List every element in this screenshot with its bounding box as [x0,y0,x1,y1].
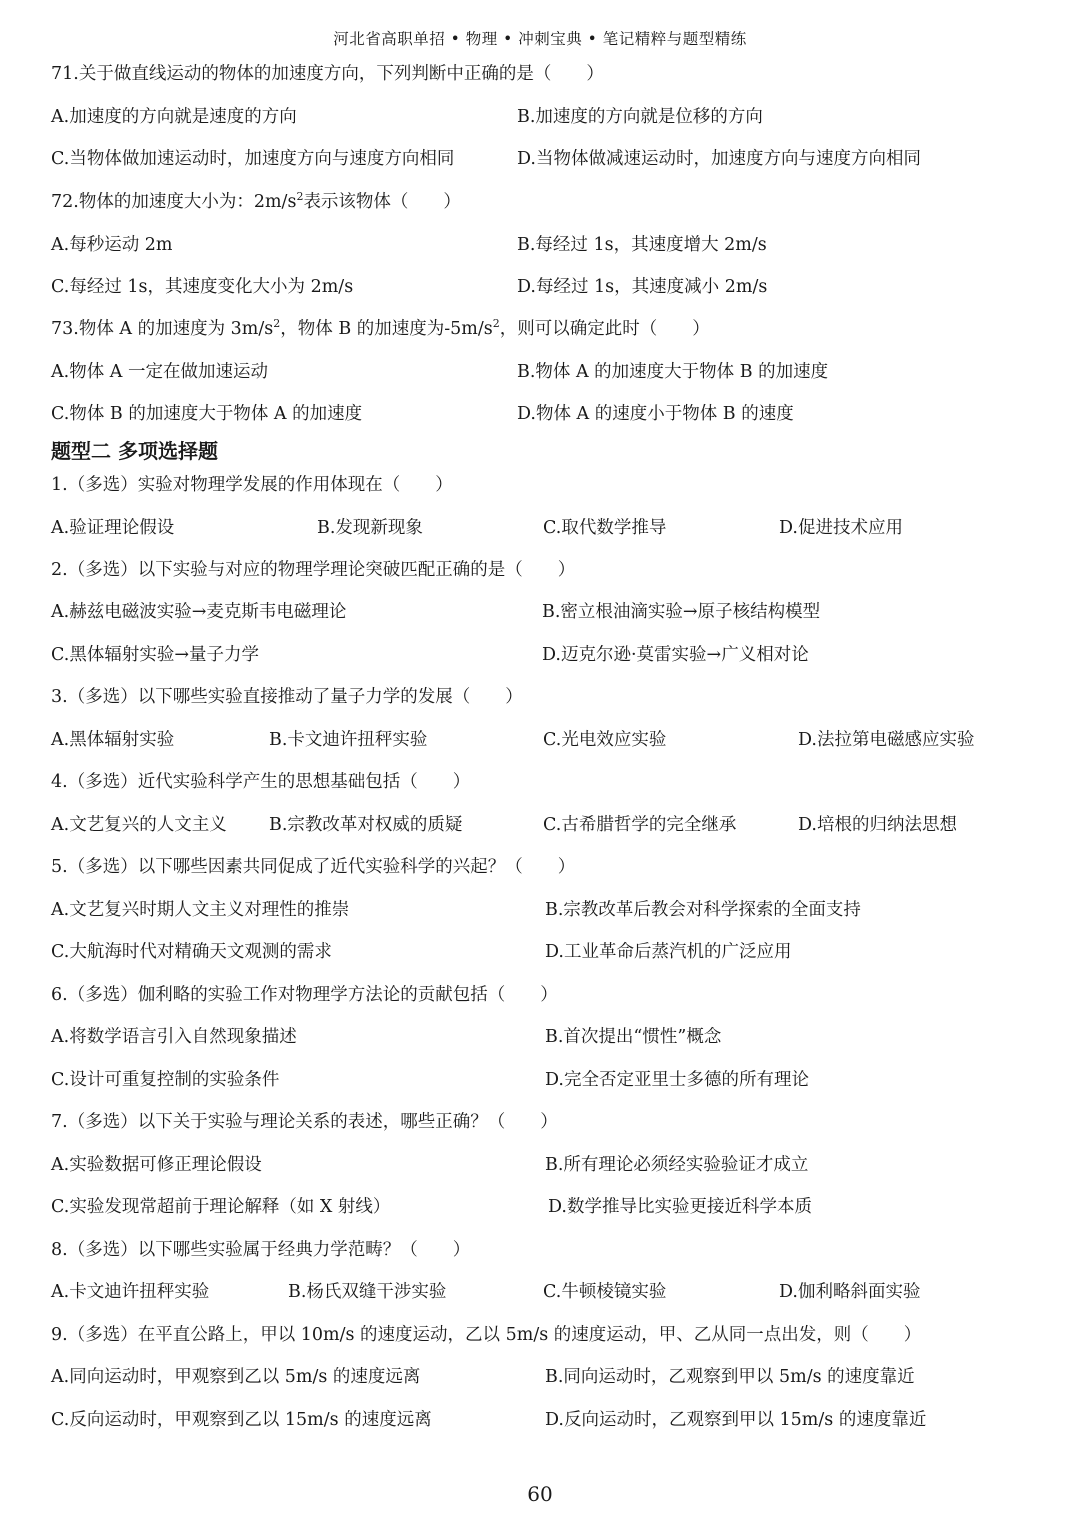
q72-stem-superscript: 2 [296,190,304,203]
q72-stem-text-1: 72.物体的加速度大小为：2m/s [51,192,297,212]
page-header: 河北省高职单招 • 物理 • 冲刺宝典 • 笔记精粹与题型精练 [333,30,747,48]
m3-option-d: D.法拉第电磁感应实验 [798,730,975,750]
m3-option-a: A.黑体辐射实验 [51,730,175,750]
section-title: 题型二 多项选择题 [51,439,218,463]
q71-option-b: B.加速度的方向就是位移的方向 [517,107,763,127]
m7-option-a: A.实验数据可修正理论假设 [51,1155,262,1175]
multi-question-5-stem: 5.（多选）以下哪些因素共同促成了近代实验科学的兴起？（ ） [51,857,576,877]
m7-option-c: C.实验发现常超前于理论解释（如 X 射线） [51,1197,391,1217]
multi-question-4-stem: 4.（多选）近代实验科学产生的思想基础包括（ ） [51,772,471,792]
question-71-stem: 71.关于做直线运动的物体的加速度方向，下列判断中正确的是（ ） [51,64,604,84]
m7-option-b: B.所有理论必须经实验验证才成立 [545,1155,809,1175]
m1-option-d: D.促进技术应用 [779,518,903,538]
m4-option-a: A.文艺复兴的人文主义 [51,815,227,835]
q71-option-d: D.当物体做减速运动时，加速度方向与速度方向相同 [517,149,921,169]
m2-option-c: C.黑体辐射实验→量子力学 [51,645,259,665]
m5-option-d: D.工业革命后蒸汽机的广泛应用 [545,942,792,962]
q72-option-a: A.每秒运动 2m [51,235,173,255]
q73-stem-superscript-2: 2 [492,317,500,330]
m2-option-a: A.赫兹电磁波实验→麦克斯韦电磁理论 [51,602,347,622]
multi-question-9-stem: 9.（多选）在平直公路上，甲以 10m/s 的速度运动，乙以 5m/s 的速度运动，甲、乙从同一点出发，则（ ） [51,1325,922,1345]
m8-option-c: C.牛顿棱镜实验 [543,1282,667,1302]
q73-option-c: C.物体 B 的加速度大于物体 A 的加速度 [51,404,363,424]
m6-option-a: A.将数学语言引入自然现象描述 [51,1027,297,1047]
multi-question-2-stem: 2.（多选）以下实验与对应的物理学理论突破匹配正确的是（ ） [51,560,576,580]
m8-option-b: B.杨氏双缝干涉实验 [288,1282,447,1302]
m1-option-b: B.发现新现象 [317,518,423,538]
question-72-stem [51,188,461,213]
m5-option-a: A.文艺复兴时期人文主义对理性的推崇 [51,900,350,920]
m8-option-d: D.伽利略斜面实验 [779,1282,921,1302]
q72-option-c: C.每经过 1s，其速度变化大小为 2m/s [51,277,354,297]
m4-option-b: B.宗教改革对权威的质疑 [269,815,463,835]
q73-option-b: B.物体 A 的加速度大于物体 B 的加速度 [517,362,829,382]
m1-option-a: A.验证理论假设 [51,518,175,538]
question-73-stem [51,315,710,340]
m9-option-b: B.同向运动时，乙观察到甲以 5m/s 的速度靠近 [545,1367,915,1387]
page-number: 60 [527,1482,553,1506]
q73-stem-text-1: 73.物体 A 的加速度为 3m/s [51,319,274,339]
m2-option-d: D.迈克尔逊·莫雷实验→广义相对论 [542,645,809,665]
m9-option-d: D.反向运动时，乙观察到甲以 15m/s 的速度靠近 [545,1410,927,1430]
m6-option-d: D.完全否定亚里士多德的所有理论 [545,1070,809,1090]
m3-option-b: B.卡文迪许扭秤实验 [269,730,428,750]
m1-option-c: C.取代数学推导 [543,518,667,538]
m2-option-b: B.密立根油滴实验→原子核结构模型 [542,602,821,622]
q73-stem-superscript-1: 2 [273,317,281,330]
m8-option-a: A.卡文迪许扭秤实验 [51,1282,210,1302]
m3-option-c: C.光电效应实验 [543,730,667,750]
m5-option-c: C.大航海时代对精确天文观测的需求 [51,942,332,962]
m6-option-c: C.设计可重复控制的实验条件 [51,1070,280,1090]
m5-option-b: B.宗教改革后教会对科学探索的全面支持 [545,900,861,920]
m9-option-c: C.反向运动时，甲观察到乙以 15m/s 的速度远离 [51,1410,432,1430]
q72-option-b: B.每经过 1s，其速度增大 2m/s [517,235,767,255]
q71-option-c: C.当物体做加速运动时，加速度方向与速度方向相同 [51,149,455,169]
q73-option-a: A.物体 A 一定在做加速运动 [51,362,268,382]
multi-question-3-stem: 3.（多选）以下哪些实验直接推动了量子力学的发展（ ） [51,687,523,707]
multi-question-8-stem: 8.（多选）以下哪些实验属于经典力学范畴？（ ） [51,1240,471,1260]
m6-option-b: B.首次提出“惯性”概念 [545,1027,722,1047]
multi-question-6-stem: 6.（多选）伽利略的实验工作对物理学方法论的贡献包括（ ） [51,985,558,1005]
m7-option-d: D.数学推导比实验更接近科学本质 [548,1197,812,1217]
q73-stem-text-3: ，则可以确定此时（ ） [499,319,710,339]
multi-question-1-stem: 1.（多选）实验对物理学发展的作用体现在（ ） [51,475,453,495]
q72-stem-text-2: 表示该物体（ ） [303,192,461,212]
m4-option-d: D.培根的归纳法思想 [798,815,957,835]
m4-option-c: C.古希腊哲学的完全继承 [543,815,737,835]
q73-option-d: D.物体 A 的速度小于物体 B 的速度 [517,404,794,424]
q72-option-d: D.每经过 1s，其速度减小 2m/s [517,277,768,297]
m9-option-a: A.同向运动时，甲观察到乙以 5m/s 的速度远离 [51,1367,421,1387]
q73-stem-text-2: ，物体 B 的加速度为-5m/s [280,319,493,339]
multi-question-7-stem: 7.（多选）以下关于实验与理论关系的表述，哪些正确？（ ） [51,1112,558,1132]
q71-option-a: A.加速度的方向就是速度的方向 [51,107,297,127]
